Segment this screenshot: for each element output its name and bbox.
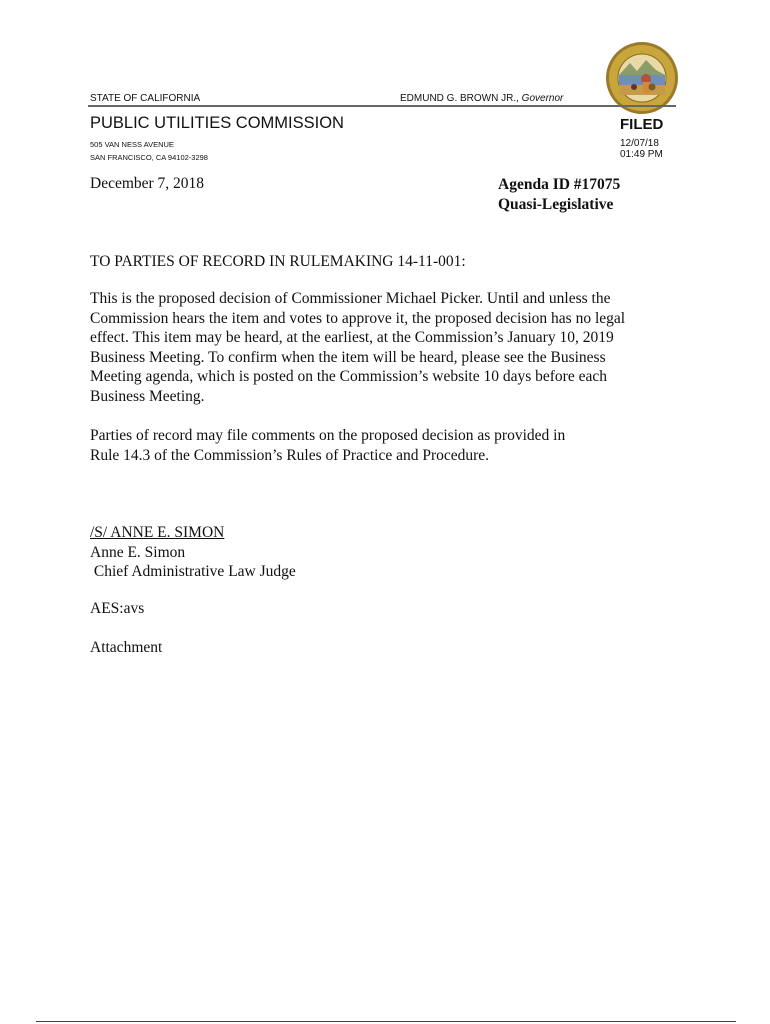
- filed-time: 01:49 PM: [620, 149, 663, 160]
- body-paragraph-2: [90, 426, 690, 465]
- header-rule: [88, 105, 676, 107]
- salutation: TO PARTIES OF RECORD IN RULEMAKING 14-11-001:: [90, 253, 466, 270]
- state-label: STATE OF CALIFORNIA: [90, 93, 201, 104]
- letter-date: December 7, 2018: [90, 175, 205, 192]
- svg-text:·: ·: [641, 50, 643, 55]
- paragraph-line: Meeting agenda, which is posted on the Commission’s website 10 days before each: [90, 368, 607, 386]
- paragraph-line: This is the proposed decision of Commissioner Michael Picker. Until and unless the: [90, 290, 611, 307]
- agency-name: PUBLIC UTILITIES COMMISSION: [90, 114, 344, 132]
- paragraph-line: Rule 14.3 of the Commission’s Rules of Practice and Procedure.: [90, 446, 490, 464]
- state-seal-icon: [604, 41, 680, 115]
- reference-initials: AES:avs: [90, 600, 145, 617]
- agenda-id: Agenda ID #17075: [498, 176, 621, 193]
- governor-label: [400, 93, 563, 104]
- paragraph-line: Commission hears the item and votes to approve it, the proposed decision has no legal: [90, 309, 626, 327]
- signature-block: [90, 523, 296, 582]
- electronic-signature: /S/ ANNE E. SIMON: [90, 524, 225, 541]
- enclosure-note: Attachment: [90, 639, 163, 656]
- agenda-block: [498, 175, 620, 215]
- paragraph-line: Business Meeting. To confirm when the item will be heard, please see the Business: [90, 348, 606, 366]
- signer-name: Anne E. Simon: [90, 543, 186, 561]
- paragraph-line: Business Meeting.: [90, 387, 205, 405]
- filed-stamp: FILED: [620, 116, 664, 133]
- governor-name: EDMUND G. BROWN JR.,: [400, 93, 522, 104]
- address-city: SAN FRANCISCO, CA 94102-3298: [90, 153, 208, 162]
- paragraph-line: effect. This item may be heard, at the earliest, at the Commission’s January 10, 2019: [90, 329, 614, 347]
- filed-datetime: [620, 138, 663, 160]
- governor-title: Governor: [521, 93, 564, 104]
- filed-date: 12/07/18: [620, 138, 659, 149]
- paragraph-line: Parties of record may file comments on the proposed decision as provided in: [90, 427, 566, 444]
- body-paragraph-1: [90, 289, 690, 407]
- signer-title: Chief Administrative Law Judge: [90, 563, 296, 581]
- address-street: 505 VAN NESS AVENUE: [90, 140, 174, 149]
- proceeding-category: Quasi-Legislative: [498, 196, 614, 213]
- footer-rule: [36, 1021, 736, 1022]
